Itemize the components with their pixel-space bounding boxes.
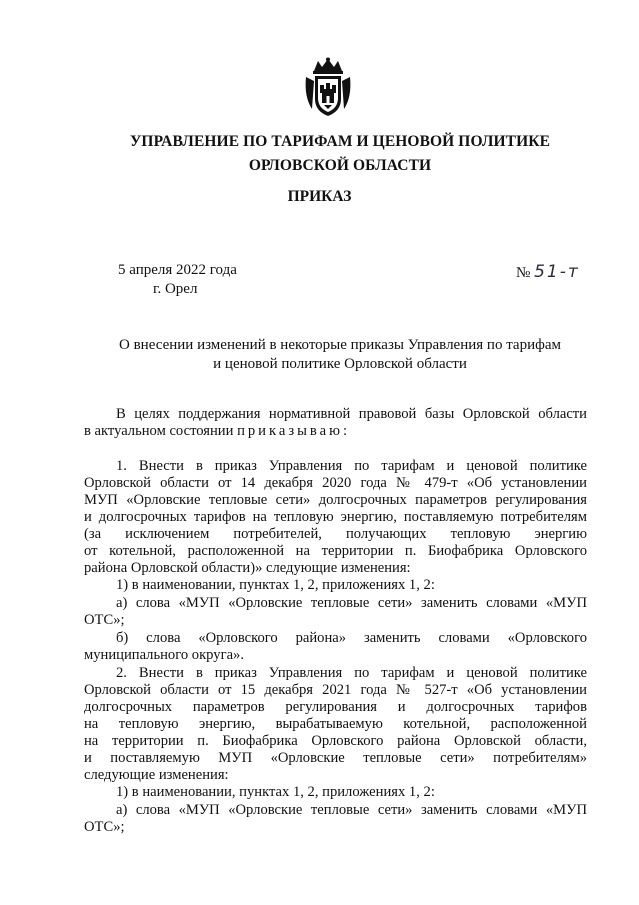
org-title-line2: ОРЛОВСКОЙ ОБЛАСТИ bbox=[248, 157, 432, 174]
p2-line7: следующие изменения: bbox=[84, 767, 229, 783]
p1-b-line1: б) слова «Орловского района» заменить словами «Орловского bbox=[116, 630, 587, 646]
p1-a-line2: ОТС»; bbox=[84, 612, 125, 628]
p1-a-line1: а) слова «МУП «Орловские тепловые сети» заменить словами «МУП bbox=[116, 595, 587, 611]
p2-line3: долгосрочных параметров регулирования и долгосрочных тарифов bbox=[84, 699, 587, 715]
p1-line1: 1. Внести в приказ Управления по тарифам и ценовой политике bbox=[116, 458, 587, 474]
coat-of-arms-icon bbox=[302, 57, 354, 119]
intro-order-word: приказываю: bbox=[237, 423, 351, 439]
subject-line1: О внесении изменений в некоторые приказы Управления по тарифам bbox=[119, 337, 561, 353]
doc-number bbox=[516, 262, 580, 282]
org-title-line1: УПРАВЛЕНИЕ ПО ТАРИФАМ И ЦЕНОВОЙ ПОЛИТИКЕ bbox=[129, 133, 551, 150]
p2-a-line2: ОТС»; bbox=[84, 819, 125, 835]
p1-sub1: 1) в наименовании, пунктах 1, 2, приложениях 1, 2: bbox=[116, 577, 435, 593]
doc-number-label: № bbox=[516, 265, 531, 281]
doc-date: 5 апреля 2022 года bbox=[118, 262, 237, 278]
p2-line1: 2. Внести в приказ Управления по тарифам и ценовой политике bbox=[116, 665, 587, 681]
p2-a-line1: а) слова «МУП «Орловские тепловые сети» заменить словами «МУП bbox=[116, 802, 587, 818]
doc-type-heading: ПРИКАЗ bbox=[287, 188, 352, 205]
p2-line2: Орловской области от 15 декабря 2021 года № 527-т «Об установлении bbox=[84, 682, 587, 698]
p2-line5: на территории п. Биофабрика Орловского района Орловской области, bbox=[84, 733, 587, 749]
p1-b-line2: муниципального округа». bbox=[84, 647, 244, 663]
p1-line4: и долгосрочных тарифов на тепловую энергию, поставляемую потребителям bbox=[84, 509, 587, 525]
p1-line6: от котельной, расположенной на территории п. Биофабрика Орловского bbox=[84, 543, 587, 559]
p2-line6: и поставляемую МУП «Орловские тепловые сети» потребителям» bbox=[84, 750, 587, 766]
p2-sub1: 1) в наименовании, пунктах 1, 2, приложениях 1, 2: bbox=[116, 784, 435, 800]
doc-city: г. Орел bbox=[153, 281, 198, 297]
intro-line2-text: в актуальном состоянии bbox=[84, 423, 238, 439]
p1-line2: Орловской области от 14 декабря 2020 года № 479-т «Об установлении bbox=[84, 475, 587, 491]
doc-number-handwritten: 51-т bbox=[534, 262, 580, 282]
p1-line3: МУП «Орловские тепловые сети» долгосрочных параметров регулирования bbox=[84, 492, 587, 508]
p2-line4: на тепловую энергию, вырабатываемую котельной, расположенной bbox=[84, 716, 587, 732]
p1-line5: (за исключением потребителей, получающих тепловую энергию bbox=[84, 526, 587, 542]
p1-line7: района Орловской области)» следующие изменения: bbox=[84, 560, 411, 576]
subject-line2: и ценовой политике Орловской области bbox=[213, 356, 467, 372]
intro-line1: В целях поддержания нормативной правовой базы Орловской области bbox=[116, 406, 587, 422]
intro-line2 bbox=[84, 423, 587, 439]
